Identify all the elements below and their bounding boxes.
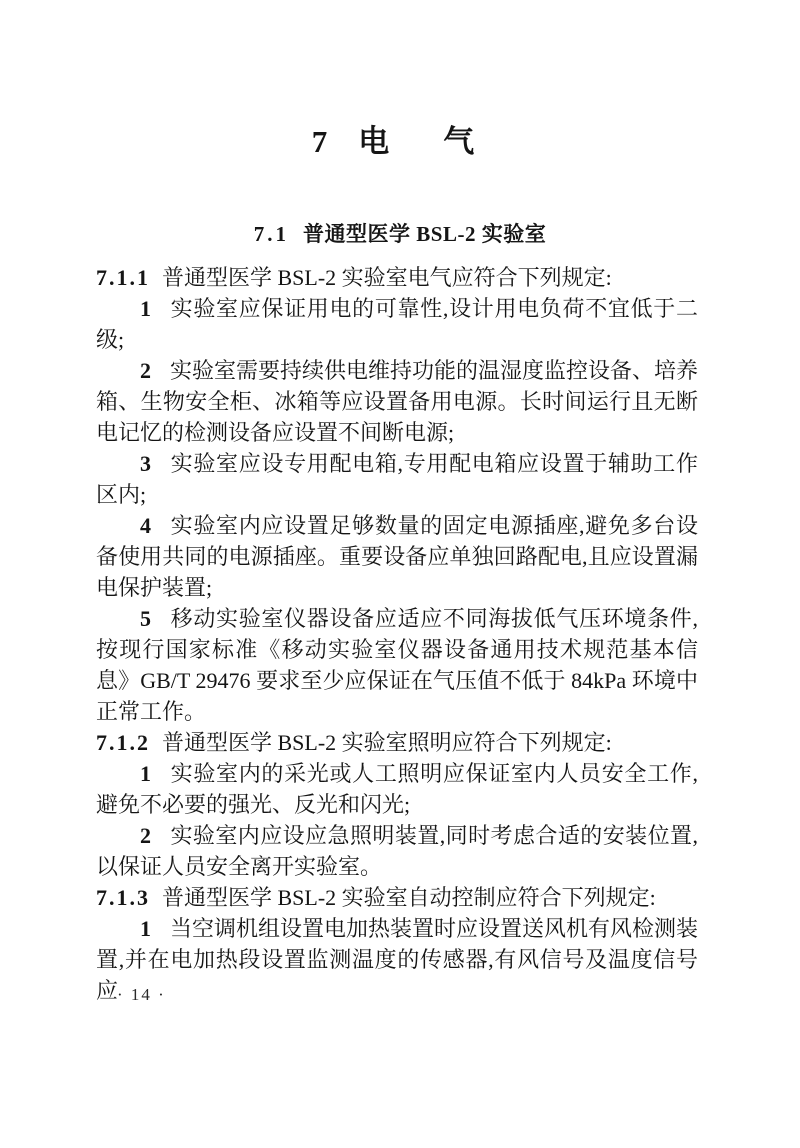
item-number: 1 [140,296,151,321]
item-text: 实验室应保证用电的可靠性,设计用电负荷不宜低于二级; [96,296,698,352]
section-number: 7.1 [253,222,290,246]
clause-7-1-2 [96,727,698,758]
chapter-title [0,116,793,161]
clause-number: 7.1.1 [96,265,150,290]
item-number: 5 [140,606,151,631]
section-heading [0,218,800,248]
clause-7-1-2-item-1 [96,758,698,820]
clause-intro: 普通型医学 BSL-2 实验室自动控制应符合下列规定: [162,885,656,910]
clause-7-1-3-item-1 [96,913,698,1006]
item-text: 实验室内的采光或人工照明应保证室内人员安全工作,避免不必要的强光、反光和闪光; [96,761,698,817]
clause-7-1-1-item-5 [96,603,698,727]
clause-7-1-2-item-2 [96,820,698,882]
chapter-title-char-1: 电 [358,124,390,159]
item-text: 移动实验室仪器设备应适应不同海拔低气压环境条件,按现行国家标准《移动实验室仪器设备通用技术规范基本信息》GB/T 29476 要求至少应保证在气压值不低于 84kPa 环境中正常工作。 [96,606,698,724]
item-number: 1 [140,761,151,786]
page-number: · 14 · [117,985,166,1004]
item-number: 2 [140,823,151,848]
body-text [96,262,698,1006]
item-number: 4 [140,513,151,538]
item-text: 当空调机组设置电加热装置时应设置送风机有风检测装置,并在电加热段设置监测温度的传感器,有风信号及温度信号应 [96,916,699,1003]
item-text: 实验室需要持续供电维持功能的温湿度监控设备、培养箱、生物安全柜、冰箱等应设置备用电源。长时间运行且无断电记忆的检测设备应设置不间断电源; [96,358,699,445]
item-text: 实验室内应设置足够数量的固定电源插座,避免多台设备使用共同的电源插座。重要设备应单独回路配电,且应设置漏电保护装置; [96,513,698,600]
clause-7-1-1-item-1 [96,293,698,355]
item-text: 实验室内应设应急照明装置,同时考虑合适的安装位置,以保证人员安全离开实验室。 [96,823,698,879]
clause-number: 7.1.3 [96,885,150,910]
item-text: 实验室应设专用配电箱,专用配电箱应设置于辅助工作区内; [96,451,698,507]
chapter-number: 7 [311,124,328,159]
clause-7-1-1-item-4 [96,510,698,603]
item-number: 2 [140,358,151,383]
clause-number: 7.1.2 [96,730,150,755]
clause-7-1-1 [96,262,698,293]
clause-7-1-3 [96,882,698,913]
clause-7-1-1-item-3 [96,448,698,510]
chapter-title-char-2: 气 [443,124,475,159]
clause-intro: 普通型医学 BSL-2 实验室照明应符合下列规定: [162,730,612,755]
item-number: 1 [140,916,151,941]
item-number: 3 [140,451,151,476]
clause-7-1-1-item-2 [96,355,698,448]
clause-intro: 普通型医学 BSL-2 实验室电气应符合下列规定: [162,265,612,290]
section-title-text: 普通型医学 BSL-2 实验室 [303,222,547,246]
